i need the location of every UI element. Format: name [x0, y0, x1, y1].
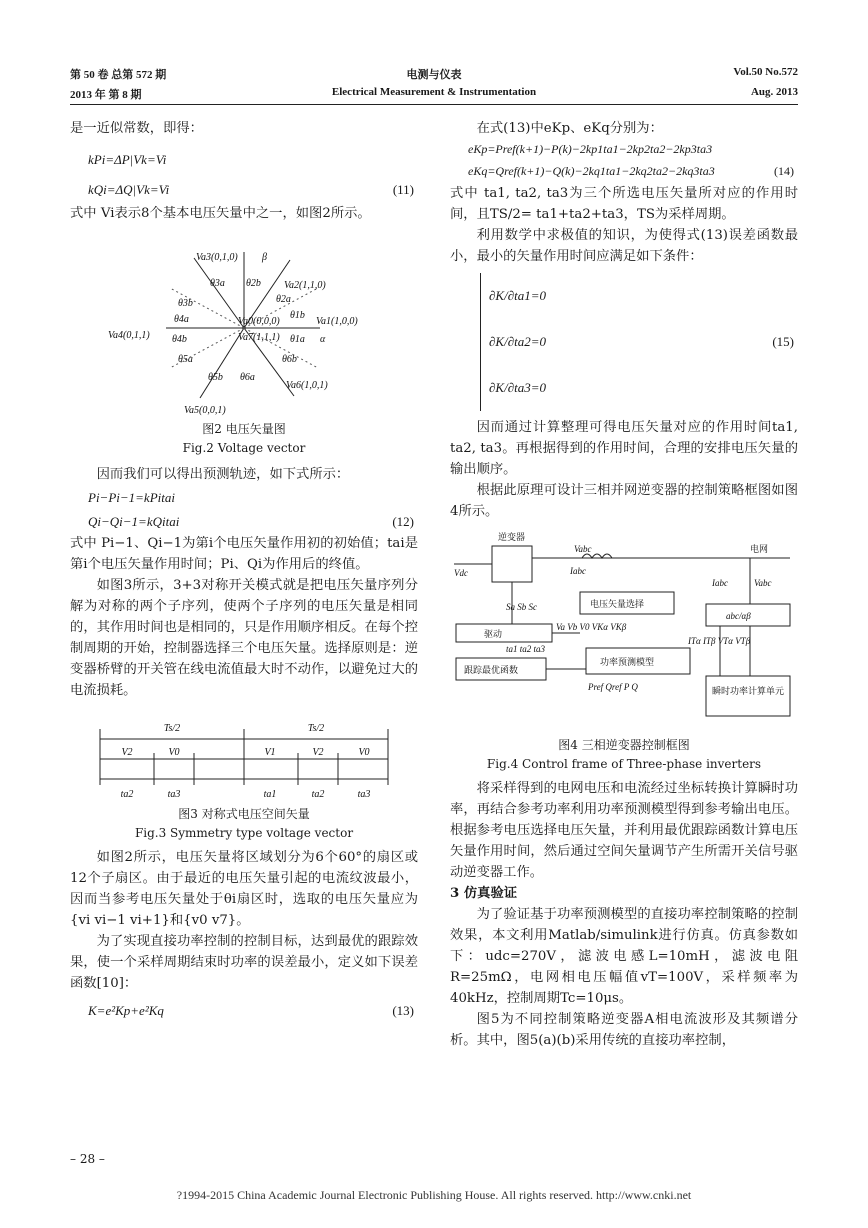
equation-12a: Pi−Pi−1=kPitai	[88, 490, 175, 505]
label-va6: Va6(1,0,1)	[286, 380, 328, 391]
vector-va3	[194, 258, 244, 328]
label-beta: β	[262, 252, 267, 263]
equation-15-row: ∂K/∂ta1=0	[489, 288, 547, 303]
left-column	[70, 118, 418, 1022]
fig4-vector-select-label: 电压矢量选择	[590, 599, 645, 609]
journal-title-cn: 电测与仪表	[406, 69, 462, 81]
angle-label: θ1a	[290, 334, 305, 345]
fig3-cell: V0	[358, 747, 370, 758]
paragraph: 如图2所示，电压矢量将区域划分为6个60°的扇区或12个子扇区。由于最近的电压矢量引起的电流纹波最小，因而当参考电压矢量处于θi扇区时，选取的电压矢量应为{vi vi−1 vi+1}和{v0 v7}。	[70, 850, 418, 928]
fig3-half-period-1: Ts/2	[163, 723, 181, 734]
angle-label: θ1b	[290, 310, 305, 321]
label-va0: Va0(0,0,0)	[238, 316, 280, 327]
fig3-time: ta2	[311, 789, 325, 800]
fig4-inverter-label: 逆变器	[498, 532, 526, 542]
fig4-vabc-label: Vabc	[574, 544, 592, 554]
angle-label: θ3a	[210, 278, 225, 289]
angle-label: θ5a	[178, 354, 193, 365]
fig4-tracking-label: 跟踪最优函数	[464, 665, 519, 675]
fig4-vector-list: Va Vb V0 VKα VKβ	[556, 622, 627, 632]
fig4-instant-power-label: 瞬时功率计算单元	[712, 686, 785, 696]
inverter-block	[492, 546, 532, 582]
angle-label: θ4b	[172, 334, 187, 345]
fig3-caption-cn: 图3 对称式电压空间矢量	[178, 807, 310, 821]
paragraph: 在式(13)中eKp、eKq分别为：	[476, 121, 663, 136]
fig4-caption-cn: 图4 三相逆变器控制框图	[558, 738, 690, 752]
paragraph: 是一近似常数，即得：	[70, 121, 203, 136]
fig3-time: ta1	[263, 789, 277, 800]
fig3-caption-en: Fig.3 Symmetry type voltage vector	[134, 826, 354, 840]
paragraph: 如图3所示，3+3对称开关模式就是把电压矢量序列分解为对称的两个子序列，使两个子序列的电压矢量是相同的，其作用时间也是相同的，只是作用顺序相反。在每个控制周期的开始，控制器选择三个电压矢量。选择原则是：逆变器桥臂的开关管在线电流值最大时不动作，以避免过大的电流损耗。	[70, 578, 418, 698]
equation-15-row: ∂K/∂ta2=0	[489, 334, 547, 349]
fig3-cell: V0	[168, 747, 180, 758]
fig2-caption-cn: 图2 电压矢量图	[202, 422, 286, 436]
fig3-cell: V2	[121, 747, 133, 758]
fig3-time: ta3	[167, 789, 181, 800]
paragraph: 式中 ta1, ta2, ta3为三个所选电压矢量所对应的作用时间，且TS/2= ta1+ta2+ta3，TS为采样周期。	[450, 186, 798, 222]
fig3-time: ta2	[120, 789, 134, 800]
angle-label: θ6b	[282, 354, 297, 365]
angle-label: θ3b	[178, 298, 193, 309]
equation-11b: kQi=ΔQ|Vk=Vi (11)	[70, 179, 418, 201]
equation-13: K=e²Kp+e²Kq (13)	[70, 1000, 418, 1022]
fig2-caption-en: Fig.2 Voltage vector	[182, 441, 306, 455]
equation-number: (14)	[774, 164, 794, 178]
fig3-cell: V2	[312, 747, 324, 758]
fig4-vdc-label: Vdc	[454, 568, 468, 578]
angle-label: θ2b	[246, 278, 261, 289]
label-va5: Va5(0,0,1)	[184, 405, 226, 416]
paragraph: 式中 Pi−1、Qi−1为第i个电压矢量作用初的初始值；tai是第i个电压矢量作用时间；Pi、Qi为作用后的终值。	[70, 536, 418, 572]
paragraph: 因而我们可以得出预测轨迹，如下式所示：	[96, 467, 350, 482]
fig4-iabc-label: Iabc	[570, 566, 586, 576]
label-va7: Va7(1,1,1)	[238, 332, 280, 343]
drive-block	[456, 624, 552, 642]
label-alpha: α	[320, 334, 326, 345]
label-va3: Va3(0,1,0)	[196, 252, 238, 263]
paragraph: 因而通过计算整理可得电压矢量对应的作用时间ta1, ta2, ta3。再根据得到的作用时间，合理的安排电压矢量的输出顺序。	[450, 420, 798, 477]
angle-label: θ4a	[174, 314, 189, 325]
section-heading: 3 仿真验证	[450, 886, 518, 901]
fig4-caption-en: Fig.4 Control frame of Three-phase inverters	[486, 757, 762, 771]
equation-15	[480, 273, 798, 411]
page-number: – 28 –	[70, 1152, 105, 1166]
copyright-line: ?1994-2015 China Academic Journal Electronic Publishing House. All rights reserved. http://www.cnki.net	[176, 1188, 692, 1202]
fig2-voltage-vector-diagram	[70, 238, 418, 420]
paragraph: 根据此原理可设计三相并网逆变器的控制策略框图如图4所示。	[450, 483, 798, 519]
equation-number: (11)	[392, 182, 414, 197]
fig3-half-period-2: Ts/2	[307, 723, 325, 734]
equation-11a: kPi=ΔP|Vk=Vi	[88, 152, 167, 167]
right-column	[450, 118, 798, 1051]
volume-info: 第 50 卷 总第 572 期	[70, 69, 167, 81]
header-rule	[70, 104, 798, 105]
fig4-time-list: ta1 ta2 ta3	[506, 644, 546, 654]
paragraph: 将采样得到的电网电压和电流经过坐标转换计算瞬时功率，再结合参考功率利用功率预测模型得到参考输出电压。根据参考电压选择电压矢量，并利用最优跟踪函数计算电压矢量作用时间，然后通过空间矢量调节产生所需开关信号驱动逆变器工作。	[450, 781, 798, 880]
issue-info: 2013 年 第 8 期	[70, 89, 142, 101]
equation-12b: Qi−Qi−1=kQitai (12)	[70, 511, 418, 533]
equation-15-row: ∂K/∂ta3=0	[489, 380, 547, 395]
fig3-time: ta3	[357, 789, 371, 800]
fig4-iabc2-label: Iabc	[712, 578, 728, 588]
paragraph: 式中 Vi表示8个基本电压矢量中之一，如图2所示。	[70, 206, 371, 221]
angle-label: θ5b	[208, 372, 223, 383]
volume-info-en: Vol.50 No.572	[733, 66, 798, 78]
issue-date: Aug. 2013	[750, 86, 798, 98]
fig4-vabc2-label: Vabc	[754, 578, 772, 588]
fig4-alpha-beta-signals: ITα ITβ VTα VTβ	[688, 636, 751, 646]
journal-title-en: Electrical Measurement & Instrumentation	[331, 86, 537, 98]
fig4-drive-label: 驱动	[484, 629, 503, 639]
fig4-transform-label: abc/αβ	[726, 611, 751, 621]
fig3-cell: V1	[264, 747, 276, 758]
angle-label: θ6a	[240, 372, 255, 383]
fig4-switch-labels: Sa Sb Sc	[506, 602, 537, 612]
paragraph: 为了验证基于功率预测模型的直接功率控制策略的控制效果，本文利用Matlab/simulink进行仿真。仿真参数如下：udc=270V，滤波电感L=10mH，滤波电阻R=25mΩ，电网相电压幅值vT=100V，采样频率为40kHz，控制周期Tc=10μs。	[450, 907, 798, 1006]
fig4-control-block-diagram	[450, 528, 798, 736]
equation-number: (13)	[392, 1003, 414, 1018]
equation-number: (15)	[772, 334, 794, 349]
equation-14a: eKp=Pref(k+1)−P(k)−2kp1ta1−2kp2ta2−2kp3ta3	[468, 142, 713, 156]
paragraph: 图5为不同控制策略逆变器A相电流波形及其频谱分析。其中，图5(a)(b)采用传统的直接功率控制，	[450, 1012, 798, 1048]
equation-14b: eKq=Qref(k+1)−Q(k)−2kq1ta1−2kq2ta2−2kq3ta3 (14)	[450, 161, 798, 183]
label-va4: Va4(0,1,1)	[108, 330, 150, 341]
fig4-reference-labels: Pref Qref P Q	[588, 682, 638, 692]
equation-number: (12)	[392, 514, 414, 529]
angle-label: θ2a	[276, 294, 291, 305]
fig3-symmetry-voltage-vector	[70, 709, 418, 805]
paragraph: 为了实现直接功率控制的控制目标，达到最优的跟踪效果，使一个采样周期结束时功率的误差最小，定义如下误差函数[10]：	[70, 934, 418, 991]
fig4-grid-label: 电网	[750, 544, 769, 554]
label-va1: Va1(1,0,0)	[316, 316, 358, 327]
instant-power-block	[706, 676, 790, 716]
fig4-power-model-label: 功率预测模型	[600, 657, 655, 667]
paragraph: 利用数学中求极值的知识，为使得式(13)误差函数最小，最小的矢量作用时间应满足如下条件：	[450, 228, 798, 264]
label-va2: Va2(1,1,0)	[284, 280, 326, 291]
